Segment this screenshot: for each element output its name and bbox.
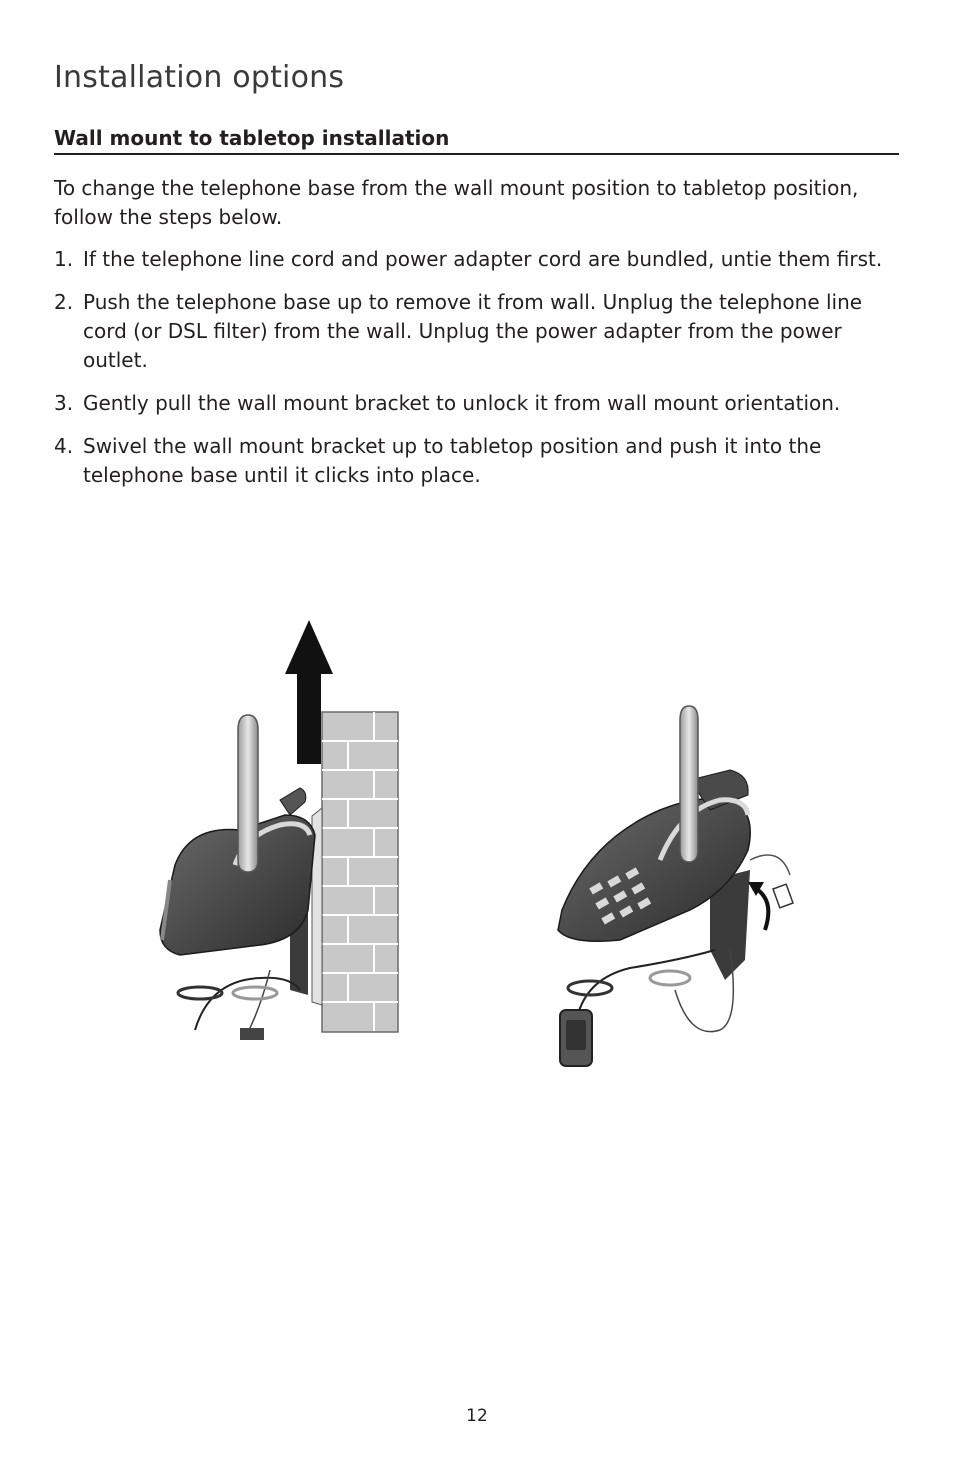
brick-wall <box>322 712 398 1032</box>
step-number: 2. <box>54 290 74 314</box>
step-text: If the telephone line cord and power adapter cord are bundled, untie them first. <box>83 247 883 271</box>
step-text: Gently pull the wall mount bracket to unlock it from wall mount orientation. <box>83 391 841 415</box>
page-title: Installation options <box>54 60 345 95</box>
steps-list <box>54 245 899 504</box>
step-item <box>54 245 899 274</box>
step-item <box>54 389 899 418</box>
step-item <box>54 288 899 375</box>
installation-illustration <box>150 610 810 1080</box>
wall-mounted-phone-image <box>160 620 398 1040</box>
step-number: 3. <box>54 391 74 415</box>
section-heading: Wall mount to tabletop installation <box>54 126 899 155</box>
step-number: 1. <box>54 247 74 271</box>
page-number: 12 <box>466 1406 488 1426</box>
tabletop-phone-image <box>558 706 793 1066</box>
step-number: 4. <box>54 434 74 458</box>
step-text: Swivel the wall mount bracket up to tabletop position and push it into the telephone base until it clicks into place. <box>83 434 822 487</box>
intro-paragraph: To change the telephone base from the wall mount position to tabletop position, follow the steps below. <box>54 176 859 229</box>
step-text: Push the telephone base up to remove it from wall. Unplug the telephone line cord (or DSL filter) from the wall. Unplug the power adapter from the power outlet. <box>83 290 863 372</box>
step-item <box>54 432 899 490</box>
